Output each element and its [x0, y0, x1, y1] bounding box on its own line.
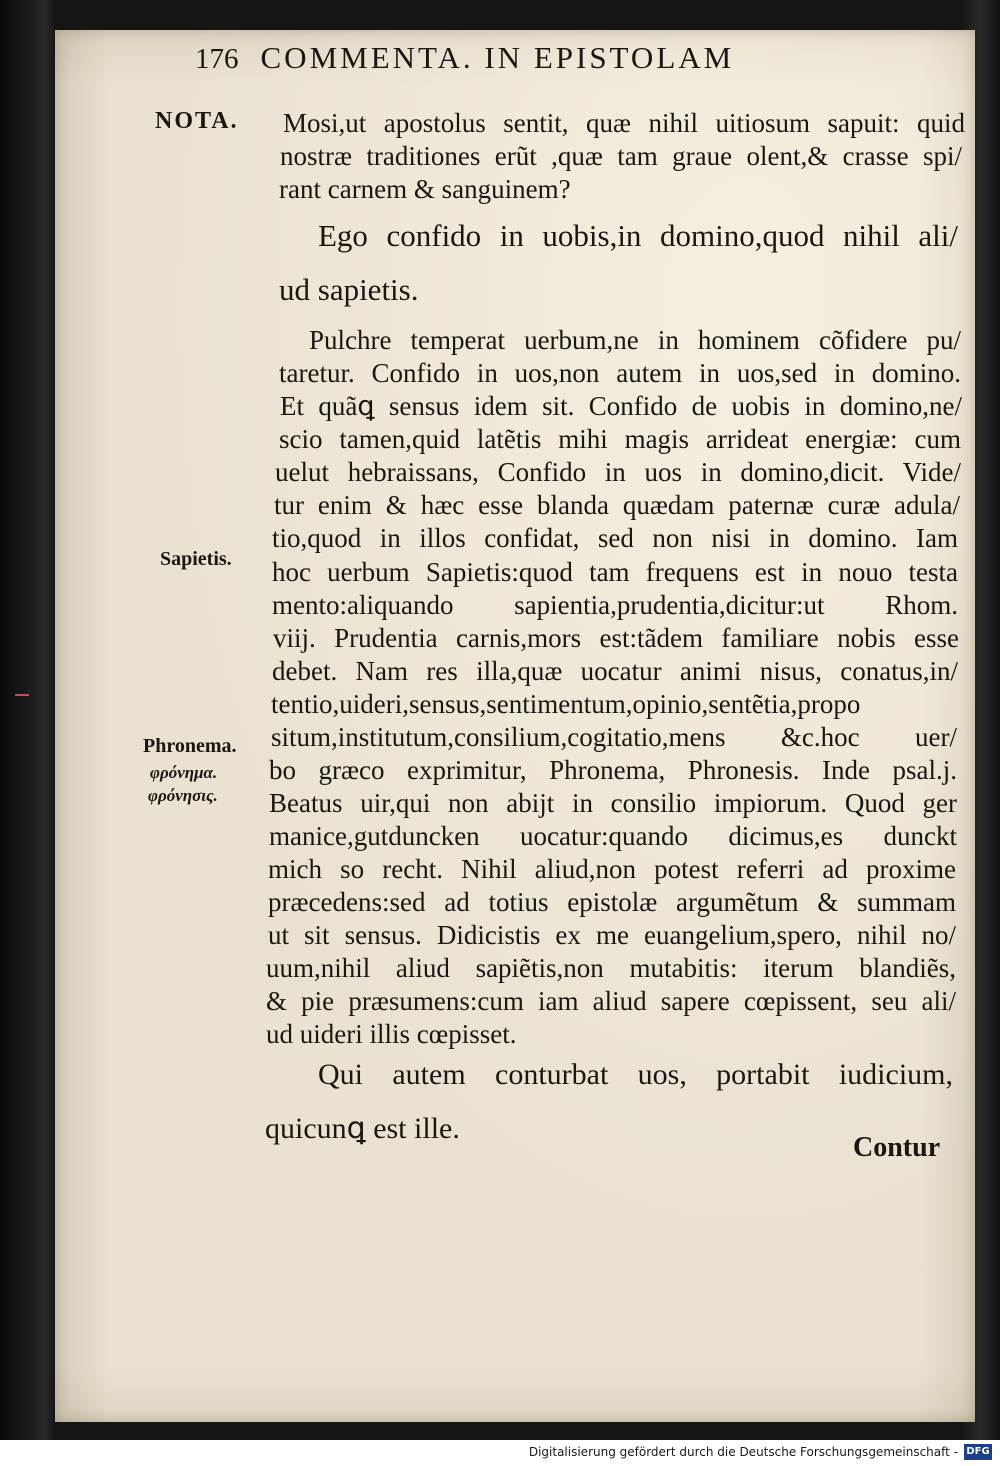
digitization-credit: Digitalisierung gefördert durch die Deutsche Forschungsgemeinschaft - — [528, 1445, 958, 1459]
commentary-line: ut sit sensus. Didicistis ex me euangelium,spero, nihil no/ — [268, 920, 956, 950]
lemma-line: Qui autem conturbat uos, portabit iudicium, — [318, 1058, 953, 1091]
commentary-line: tio,quod in illos confidat, sed non nisi in domino. Iam — [272, 523, 958, 553]
running-header — [195, 40, 915, 76]
dfg-logo: DFG — [964, 1444, 992, 1460]
commentary-line: Pulchre temperat uerbum,ne in hominem cõfidere pu/ — [309, 325, 961, 355]
margin-note-greek-phronema: φρόνημα. — [150, 763, 218, 782]
commentary-line: nostræ traditiones erũt ,quæ tam graue olent,& crasse spi/ — [280, 141, 962, 171]
commentary-line: debet. Nam res illa,quæ uocatur animi nisus, conatus,in/ — [272, 656, 958, 686]
commentary-line: bo græco exprimitur, Phronema, Phronesis. Inde psal.j. — [269, 755, 957, 785]
commentary-line: Beatus uir,qui non abijt in consilio impiorum. Quod ger — [269, 788, 957, 818]
commentary-line: tur enim & hæc esse blanda quædam paternæ curæ adula/ — [274, 490, 960, 520]
lemma-line: Ego confido in uobis,in domino,quod nihil ali/ — [318, 218, 958, 253]
footer-bar — [0, 1440, 1000, 1466]
margin-note-nota: NOTA. — [155, 108, 239, 134]
commentary-line: Et quãꝗ sensus idem sit. Confido de uobis in domino,ne/ — [280, 391, 962, 421]
commentary-line: ud uideri illis cœpisset. — [266, 1019, 517, 1049]
commentary-line: mento:aliquando sapientia,prudentia,dicitur:ut Rhom. — [272, 590, 958, 620]
red-margin-mark — [15, 694, 29, 696]
commentary-line: Mosi,ut apostolus sentit, quæ nihil uitiosum sapuit: quid — [283, 108, 965, 138]
margin-note-greek-phronesis: φρόνησις. — [148, 786, 218, 805]
commentary-line: manice,gutduncken uocatur:quando dicimus,es dunckt — [269, 821, 957, 851]
commentary-line: rant carnem & sanguinem? — [279, 174, 571, 204]
page-number: 176 — [195, 43, 239, 75]
commentary-line: mich so recht. Nihil aliud,non potest referri ad proxime — [268, 854, 956, 884]
commentary-line: viij. Prudentia carnis,mors est:tãdem familiare nobis esse — [273, 623, 959, 653]
catchword: Contur — [853, 1132, 941, 1163]
commentary-line: situm,institutum,consilium,cogitatio,mens &c.hoc uer/ — [271, 722, 957, 752]
commentary-line: & pie præsumens:cum iam aliud sapere cœpissent, seu ali/ — [266, 986, 956, 1016]
commentary-line: uum,nihil aliud sapiẽtis,non mutabitis: iterum blandiẽs, — [266, 953, 956, 983]
commentary-line: taretur. Confido in uos,non autem in uos,sed in domino. — [279, 358, 961, 388]
commentary-line: uelut hebraissans, Confido in uos in domino,dicit. Vide/ — [275, 457, 961, 487]
commentary-line: tentio,uideri,sensus,sentimentum,opinio,sentẽtia,propo — [271, 689, 861, 719]
margin-note-sapietis: Sapietis. — [160, 548, 232, 570]
running-title: COMMENTA. IN EPISTOLAM — [260, 40, 735, 75]
commentary-line: hoc uerbum Sapietis:quod tam frequens est in nouo testa — [272, 557, 958, 587]
lemma-line: quicunꝗ est ille. — [265, 1112, 460, 1145]
lemma-line: ud sapietis. — [279, 272, 419, 307]
margin-note-phronema: Phronema. — [143, 735, 237, 757]
commentary-line: scio tamen,quid latẽtis mihi magis arrideat energiæ: cum — [279, 424, 961, 454]
commentary-line: præcedens:sed ad totius epistolæ argumẽtum & summam — [268, 887, 956, 917]
